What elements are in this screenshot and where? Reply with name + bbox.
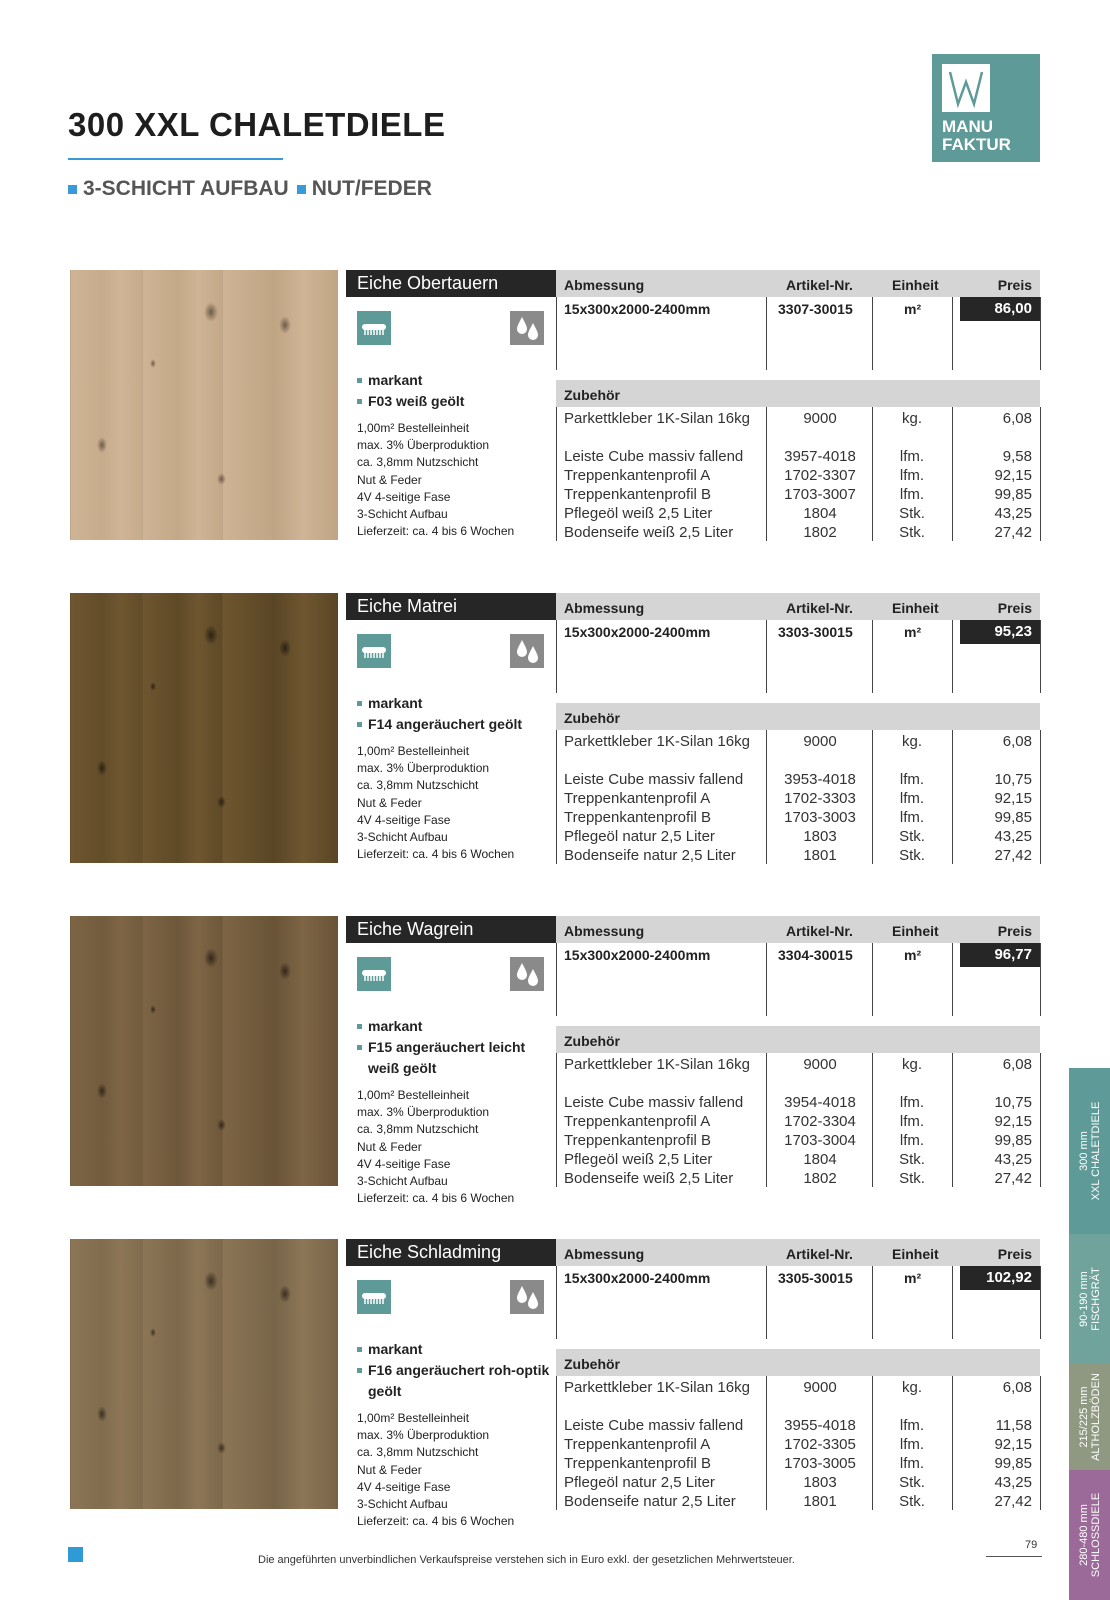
bullet-icon xyxy=(357,1045,362,1050)
feature-item: markant xyxy=(357,1339,557,1360)
footer-square-icon xyxy=(68,1547,83,1562)
accessory-row: Treppenkantenprofil B 1703-3007 lfm. 99,85 xyxy=(564,486,1032,503)
bullet-icon xyxy=(357,378,362,383)
logo-w-icon xyxy=(942,64,990,112)
table-header: Abmessung Artikel-Nr. Einheit Preis xyxy=(556,593,1040,620)
main-price: 102,92 xyxy=(960,1266,1040,1290)
knot xyxy=(279,316,291,334)
accessory-row: Bodenseife natur 2,5 Liter 1801 Stk. 27,42 xyxy=(564,1493,1032,1510)
main-article: 3304-30015 xyxy=(778,947,853,963)
main-article: 3307-30015 xyxy=(778,301,853,317)
wood-sample-image xyxy=(70,270,338,540)
product-name: Eiche Wagrein xyxy=(346,916,556,943)
bullet-icon xyxy=(357,722,362,727)
accessory-row: Treppenkantenprofil A 1702-3307 lfm. 92,15 xyxy=(564,467,1032,484)
table-header: Abmessung Artikel-Nr. Einheit Preis xyxy=(556,270,1040,297)
accessories-header: Zubehör xyxy=(556,380,1040,407)
main-unit: m² xyxy=(904,624,922,640)
wood-sample-image xyxy=(70,916,338,1186)
knot xyxy=(279,639,291,657)
brushed-surface-icon xyxy=(357,957,391,991)
accessories-header: Zubehör xyxy=(556,1026,1040,1053)
main-dimension: 15x300x2000-2400mm xyxy=(564,301,711,317)
oil-drops-icon xyxy=(510,1280,544,1314)
product-features xyxy=(357,1016,557,1207)
main-dimension: 15x300x2000-2400mm xyxy=(564,1270,711,1286)
accessory-row: Treppenkantenprofil B 1703-3003 lfm. 99,85 xyxy=(564,809,1032,826)
bullet-icon xyxy=(357,701,362,706)
accessory-row: Bodenseife weiß 2,5 Liter 1802 Stk. 27,42 xyxy=(564,1170,1032,1187)
wood-sample-image xyxy=(70,593,338,863)
bullet-icon xyxy=(357,1368,362,1373)
chapter-tab[interactable]: 300 mm XXL CHALETDIELE xyxy=(1069,1068,1110,1234)
title-underline xyxy=(68,158,283,160)
accessory-row: Parkettkleber 1K-Silan 16kg 9000 kg. 6,08 xyxy=(564,733,1032,750)
knot xyxy=(97,437,107,453)
oil-drops-icon xyxy=(510,634,544,668)
knot xyxy=(279,1285,291,1303)
feature-item: markant xyxy=(357,370,557,391)
accessory-row: Treppenkantenprofil A 1702-3303 lfm. 92,15 xyxy=(564,790,1032,807)
knot xyxy=(217,1119,226,1131)
accessory-row: Treppenkantenprofil B 1703-3005 lfm. 99,85 xyxy=(564,1455,1032,1472)
feature-item: F03 weiß geölt xyxy=(357,391,557,412)
knot xyxy=(97,1406,107,1422)
knot xyxy=(97,1083,107,1099)
accessories-header: Zubehör xyxy=(556,703,1040,730)
feature-item: F16 angeräuchert roh-optik geölt xyxy=(357,1360,557,1402)
accessory-row: Pflegeöl natur 2,5 Liter 1803 Stk. 43,25 xyxy=(564,828,1032,845)
main-price: 95,23 xyxy=(960,620,1040,644)
product-specs: 1,00m² Bestelleinheit max. 3% Überproduktion ca. 3,8mm Nutzschicht Nut & Feder 4V 4-seitige Fase 3-Schicht Aufbau Lieferzeit: ca. 4 bis 6 Wochen xyxy=(357,744,515,862)
subtitle xyxy=(68,177,440,201)
page-number-rule xyxy=(986,1556,1042,1557)
accessory-row: Leiste Cube massiv fallend 3955-4018 lfm. 11,58 xyxy=(564,1417,1032,1434)
accessory-row: Leiste Cube massiv fallend 3957-4018 lfm. 9,58 xyxy=(564,448,1032,465)
oil-drops-icon xyxy=(510,957,544,991)
bullet-icon xyxy=(357,1024,362,1029)
chapter-tab[interactable]: 90-190 mm FISCHGRÄT xyxy=(1069,1234,1110,1364)
accessory-row: Leiste Cube massiv fallend 3954-4018 lfm. 10,75 xyxy=(564,1094,1032,1111)
product-features xyxy=(357,693,557,863)
accessories-header: Zubehör xyxy=(556,1349,1040,1376)
main-price: 86,00 xyxy=(960,297,1040,321)
accessory-row: Parkettkleber 1K-Silan 16kg 9000 kg. 6,08 xyxy=(564,410,1032,427)
accessory-row: Treppenkantenprofil A 1702-3305 lfm. 92,15 xyxy=(564,1436,1032,1453)
main-unit: m² xyxy=(904,1270,922,1286)
product-specs: 1,00m² Bestelleinheit max. 3% Überproduktion ca. 3,8mm Nutzschicht Nut & Feder 4V 4-seitige Fase 3-Schicht Aufbau Lieferzeit: ca. 4 bis 6 Wochen xyxy=(357,1411,515,1529)
wood-sample-image xyxy=(70,1239,338,1509)
bullet-square-icon xyxy=(297,185,306,194)
accessory-row: Bodenseife natur 2,5 Liter 1801 Stk. 27,42 xyxy=(564,847,1032,864)
product-block xyxy=(70,916,1040,1206)
accessory-row: Bodenseife weiß 2,5 Liter 1802 Stk. 27,42 xyxy=(564,524,1032,541)
price-footnote: Die angeführten unverbindlichen Verkaufspreise verstehen sich in Euro exkl. der gesetzlichen Mehrwertsteuer. xyxy=(258,1554,795,1566)
knot xyxy=(97,760,107,776)
bullet-square-icon xyxy=(68,185,77,194)
subtitle-part: 3-SCHICHT AUFBAU xyxy=(68,177,289,201)
product-features xyxy=(357,1339,557,1530)
product-name: Eiche Obertauern xyxy=(346,270,556,297)
chapter-tab[interactable]: 280-480 mm SCHLOSSDIELE xyxy=(1069,1470,1110,1600)
feature-item: markant xyxy=(357,693,557,714)
main-article: 3305-30015 xyxy=(778,1270,853,1286)
feature-item: F15 angeräuchert leicht weiß geölt xyxy=(357,1037,557,1079)
accessory-row: Treppenkantenprofil A 1702-3304 lfm. 92,15 xyxy=(564,1113,1032,1130)
manufaktur-logo: MANU FAKTUR xyxy=(932,54,1040,162)
feature-item: F14 angeräuchert geölt xyxy=(357,714,557,735)
knot xyxy=(217,796,226,808)
knot xyxy=(217,473,226,485)
product-features xyxy=(357,370,557,540)
product-block xyxy=(70,270,1040,542)
product-name: Eiche Schladming xyxy=(346,1239,556,1266)
main-dimension: 15x300x2000-2400mm xyxy=(564,624,711,640)
main-unit: m² xyxy=(904,947,922,963)
knot xyxy=(217,1442,226,1454)
accessory-row: Parkettkleber 1K-Silan 16kg 9000 kg. 6,08 xyxy=(564,1056,1032,1073)
oil-drops-icon xyxy=(510,311,544,345)
product-block xyxy=(70,593,1040,865)
chapter-tab[interactable]: 215/225 mm ALTHOLZBÖDEN xyxy=(1069,1364,1110,1470)
feature-item: markant xyxy=(357,1016,557,1037)
accessory-row: Leiste Cube massiv fallend 3953-4018 lfm. 10,75 xyxy=(564,771,1032,788)
brushed-surface-icon xyxy=(357,311,391,345)
accessory-row: Treppenkantenprofil B 1703-3004 lfm. 99,85 xyxy=(564,1132,1032,1149)
subtitle-part: NUT/FEDER xyxy=(297,177,432,201)
product-specs: 1,00m² Bestelleinheit max. 3% Überproduktion ca. 3,8mm Nutzschicht Nut & Feder 4V 4-seitige Fase 3-Schicht Aufbau Lieferzeit: ca. 4 bis 6 Wochen xyxy=(357,421,515,539)
accessory-row: Pflegeöl weiß 2,5 Liter 1804 Stk. 43,25 xyxy=(564,1151,1032,1168)
knot xyxy=(279,962,291,980)
table-header: Abmessung Artikel-Nr. Einheit Preis xyxy=(556,1239,1040,1266)
bullet-icon xyxy=(357,1347,362,1352)
main-article: 3303-30015 xyxy=(778,624,853,640)
page-number: 79 xyxy=(1025,1539,1038,1551)
brushed-surface-icon xyxy=(357,634,391,668)
product-specs: 1,00m² Bestelleinheit max. 3% Überproduktion ca. 3,8mm Nutzschicht Nut & Feder 4V 4-seitige Fase 3-Schicht Aufbau Lieferzeit: ca. 4 bis 6 Wochen xyxy=(357,1088,515,1206)
table-header: Abmessung Artikel-Nr. Einheit Preis xyxy=(556,916,1040,943)
accessory-row: Parkettkleber 1K-Silan 16kg 9000 kg. 6,08 xyxy=(564,1379,1032,1396)
accessory-row: Pflegeöl weiß 2,5 Liter 1804 Stk. 43,25 xyxy=(564,505,1032,522)
main-unit: m² xyxy=(904,301,922,317)
page-title: 300 XXL CHALETDIELE xyxy=(68,106,446,143)
product-block xyxy=(70,1239,1040,1529)
product-name: Eiche Matrei xyxy=(346,593,556,620)
bullet-icon xyxy=(357,399,362,404)
main-price: 96,77 xyxy=(960,943,1040,967)
main-dimension: 15x300x2000-2400mm xyxy=(564,947,711,963)
brushed-surface-icon xyxy=(357,1280,391,1314)
accessory-row: Pflegeöl natur 2,5 Liter 1803 Stk. 43,25 xyxy=(564,1474,1032,1491)
